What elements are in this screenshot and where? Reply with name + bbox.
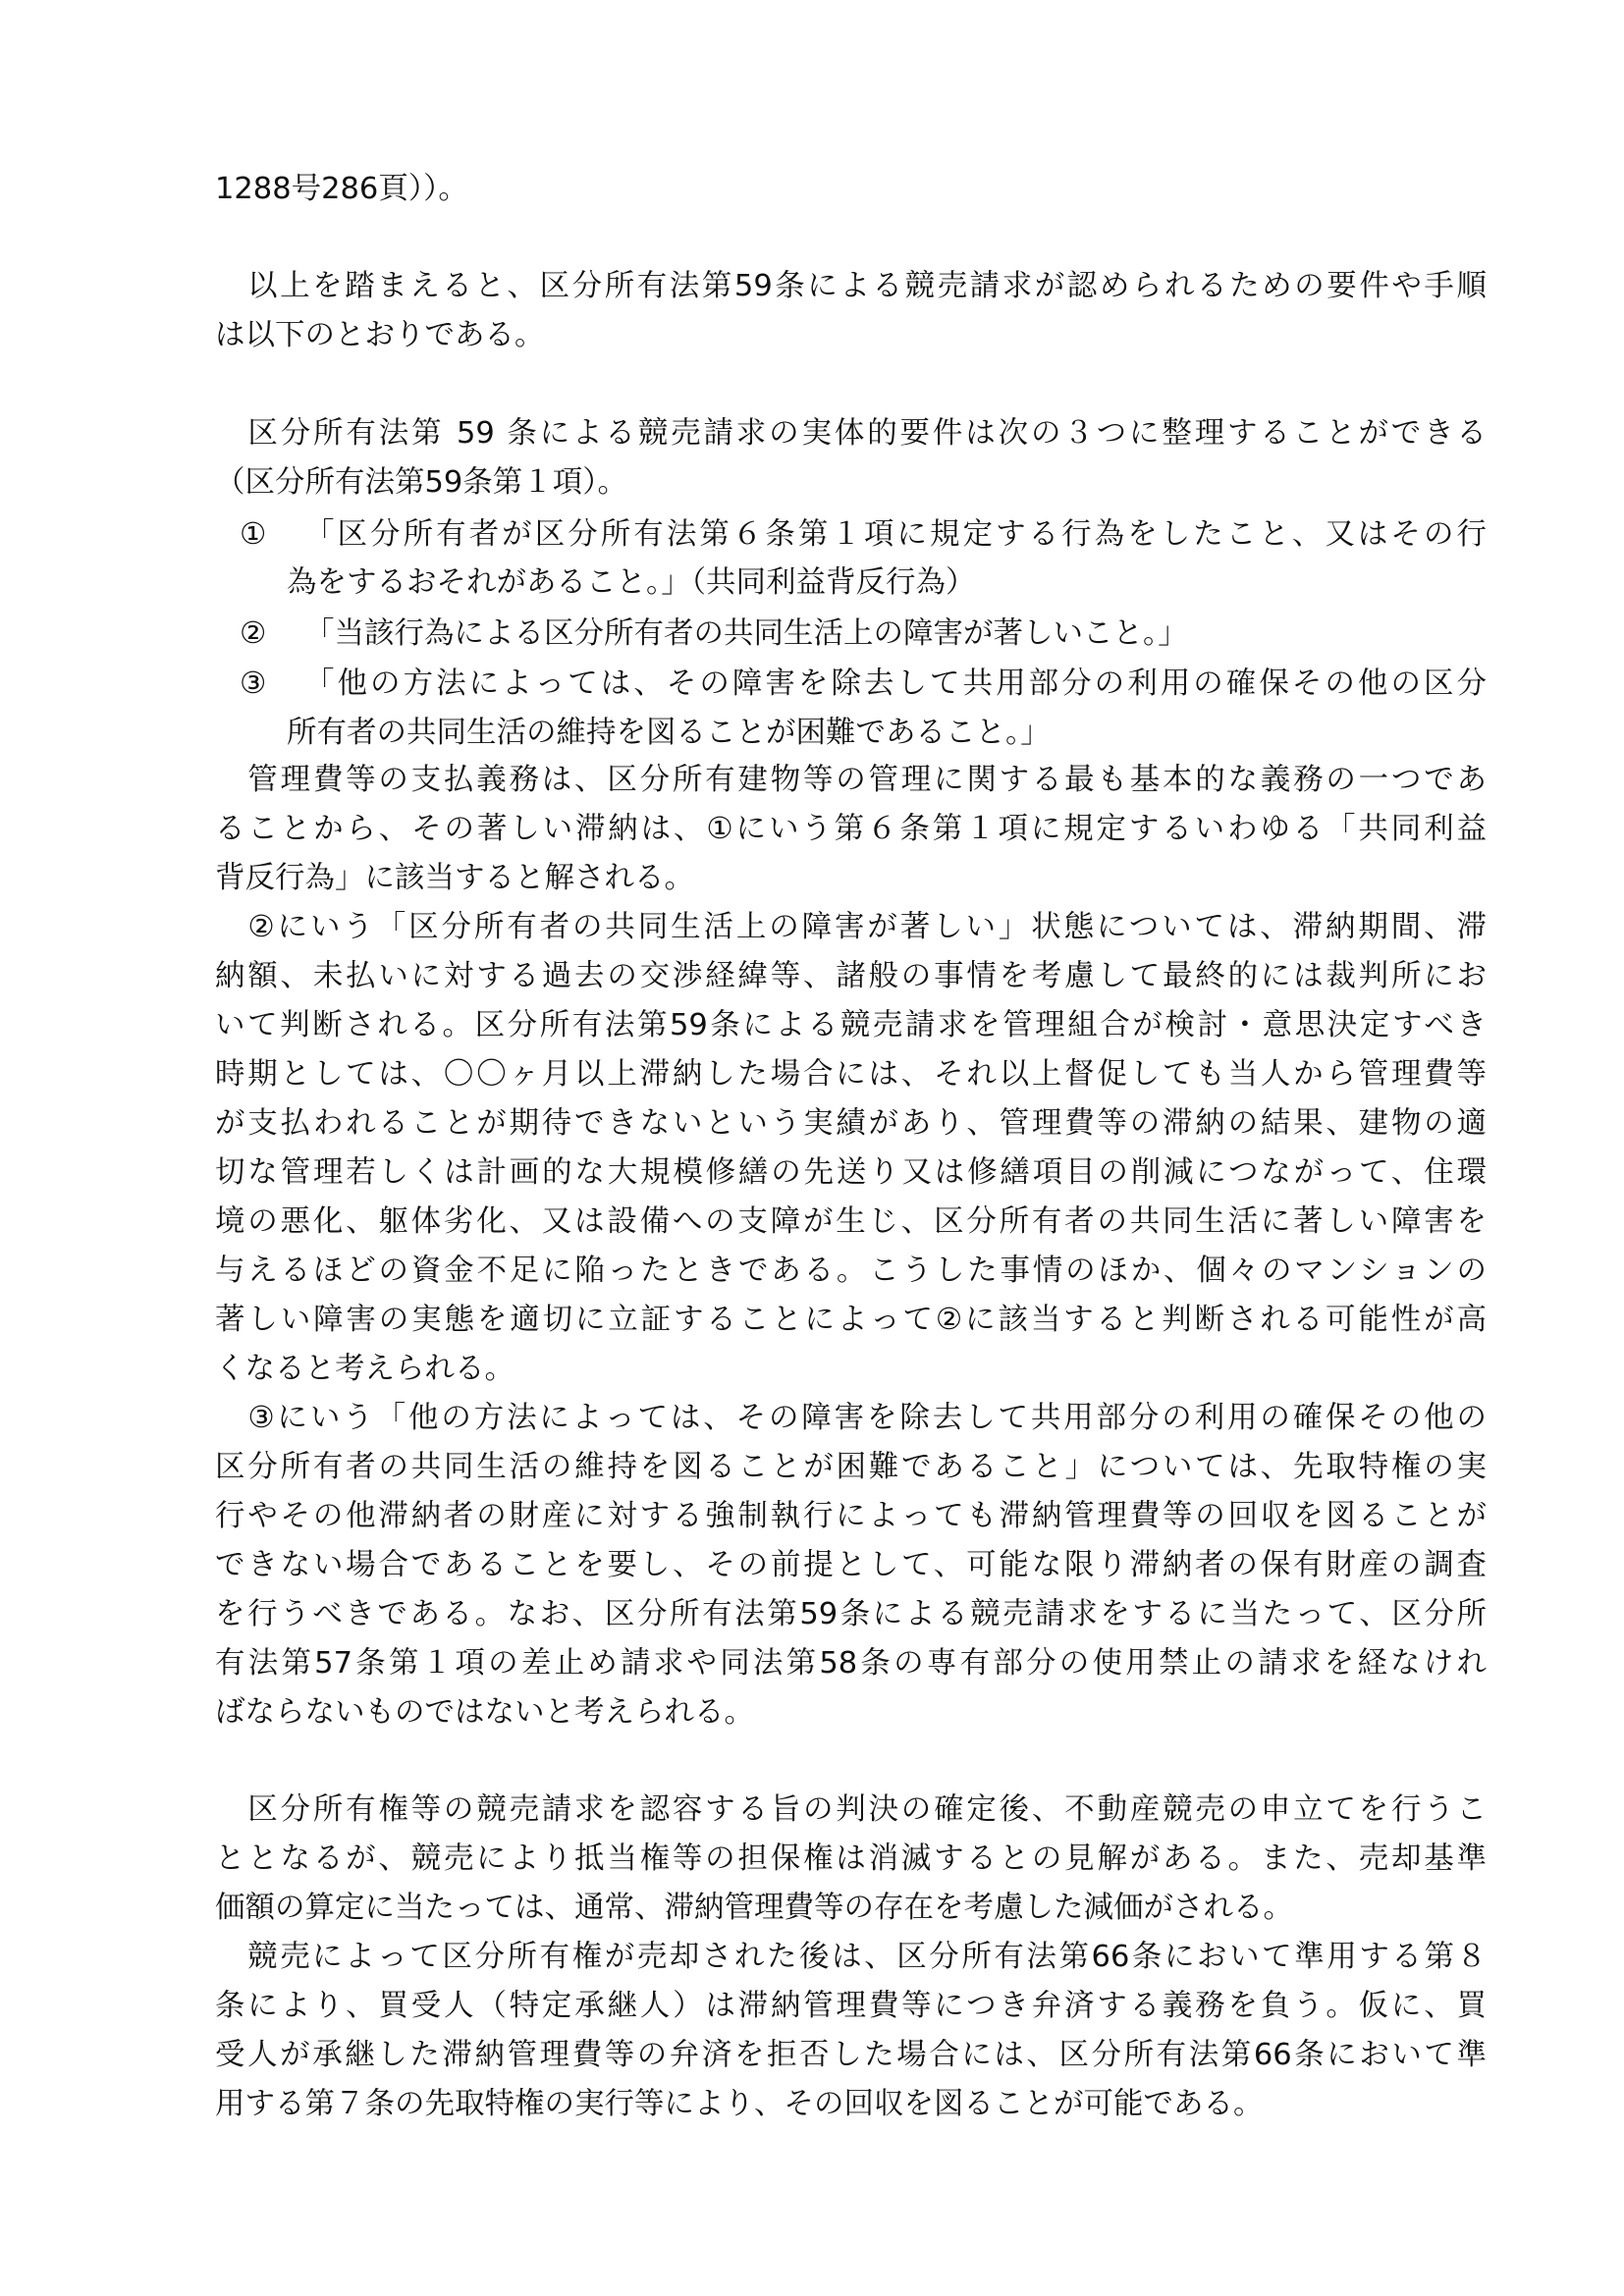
- text-line: 条により、買受人（特定承継人）は滞納管理費等につき弁済する義務を負う。仮に、買: [215, 1989, 1487, 2023]
- text-line: 1288号286頁））。: [215, 172, 468, 206]
- item-number: ①: [240, 517, 267, 552]
- text-line: 納額、未払いに対する過去の交渉経緯等、諸般の事情を考慮して最終的には裁判所にお: [215, 959, 1487, 993]
- text-line: 著しい障害の実態を適切に立証することによって②に該当すると判断される可能性が高: [215, 1303, 1487, 1337]
- text-line: 有法第57条第１項の差止め請求や同法第58条の専有部分の使用禁止の請求を経なけれ: [215, 1646, 1487, 1681]
- text-line: 境の悪化、躯体劣化、又は設備への支障が生じ、区分所有者の共同生活に著しい障害を: [215, 1204, 1487, 1239]
- text-line: ②にいう「区分所有者の共同生活上の障害が著しい」状態については、滞納期間、滞: [215, 910, 1487, 944]
- text-line: 区分所有者の共同生活の維持を図ることが困難であること」については、先取特権の実: [215, 1450, 1487, 1484]
- text-line: 「区分所有者が区分所有法第６条第１項に規定する行為をしたこと、又はその行: [304, 517, 1487, 552]
- text-line: を行うべきである。なお、区分所有法第59条による競売請求をするに当たって、区分所: [215, 1597, 1487, 1631]
- text-line: 背反行為」に該当すると解される。: [215, 861, 694, 895]
- text-line: 与えるほどの資金不足に陥ったときである。こうした事情のほか、個々のマンションの: [215, 1254, 1487, 1288]
- text-line: （区分所有法第59条第１項）。: [215, 465, 628, 500]
- item-number: ③: [240, 667, 267, 701]
- text-line: ③にいう「他の方法によっては、その障害を除去して共用部分の利用の確保その他の: [215, 1401, 1487, 1435]
- text-line: 「他の方法によっては、その障害を除去して共用部分の利用の確保その他の区分: [304, 667, 1487, 701]
- text-line: できない場合であることを要し、その前提として、可能な限り滞納者の保有財産の調査: [215, 1548, 1487, 1582]
- text-line: 行やその他滞納者の財産に対する強制執行によっても滞納管理費等の回収を図ることが: [215, 1499, 1487, 1533]
- text-line: 競売によって区分所有権が売却された後は、区分所有法第66条において準用する第８: [215, 1940, 1487, 1974]
- text-line: 区分所有権等の競売請求を認容する旨の判決の確定後、不動産競売の申立てを行うこ: [215, 1792, 1487, 1827]
- text-line: 「当該行為による区分所有者の共同生活上の障害が著しいこと。」: [304, 616, 1188, 651]
- text-line: 区分所有法第 59 条による競売請求の実体的要件は次の３つに整理することができる: [215, 416, 1487, 451]
- text-line: 受人が承継した滞納管理費等の弁済を拒否した場合には、区分所有法第66条において準: [215, 2038, 1487, 2072]
- item-number: ②: [240, 616, 267, 651]
- text-line: 用する第７条の先取特権の実行等により、その回収を図ることが可能である。: [215, 2087, 1264, 2121]
- text-line: 切な管理若しくは計画的な大規模修繕の先送り又は修繕項目の削減につながって、住環: [215, 1155, 1487, 1190]
- text-line: 所有者の共同生活の維持を図ることが困難であること。」: [287, 716, 1051, 750]
- text-line: は以下のとおりである。: [215, 318, 545, 352]
- text-line: 管理費等の支払義務は、区分所有建物等の管理に関する最も基本的な義務の一つであ: [215, 763, 1487, 797]
- text-line: 価額の算定に当たっては、通常、滞納管理費等の存在を考慮した減価がされる。: [215, 1891, 1293, 1925]
- text-line: 以上を踏まえると、区分所有法第59条による競売請求が認められるための要件や手順: [215, 269, 1487, 303]
- text-line: 為をするおそれがあること。」（共同利益背反行為）: [287, 565, 976, 600]
- text-line: が支払われることが期待できないという実績があり、管理費等の滞納の結果、建物の適: [215, 1106, 1487, 1141]
- text-line: ばならないものではないと考えられる。: [215, 1695, 754, 1730]
- text-line: ることから、その著しい滞納は、①にいう第６条第１項に規定するいわゆる「共同利益: [215, 812, 1487, 846]
- text-line: ととなるが、競売により抵当権等の担保権は消滅するとの見解がある。また、売却基準: [215, 1842, 1487, 1876]
- text-line: いて判断される。区分所有法第59条による競売請求を管理組合が検討・意思決定すべき: [215, 1008, 1487, 1042]
- text-line: 時期としては、〇〇ヶ月以上滞納した場合には、それ以上督促しても当人から管理費等: [215, 1057, 1487, 1092]
- text-line: くなると考えられる。: [215, 1352, 514, 1386]
